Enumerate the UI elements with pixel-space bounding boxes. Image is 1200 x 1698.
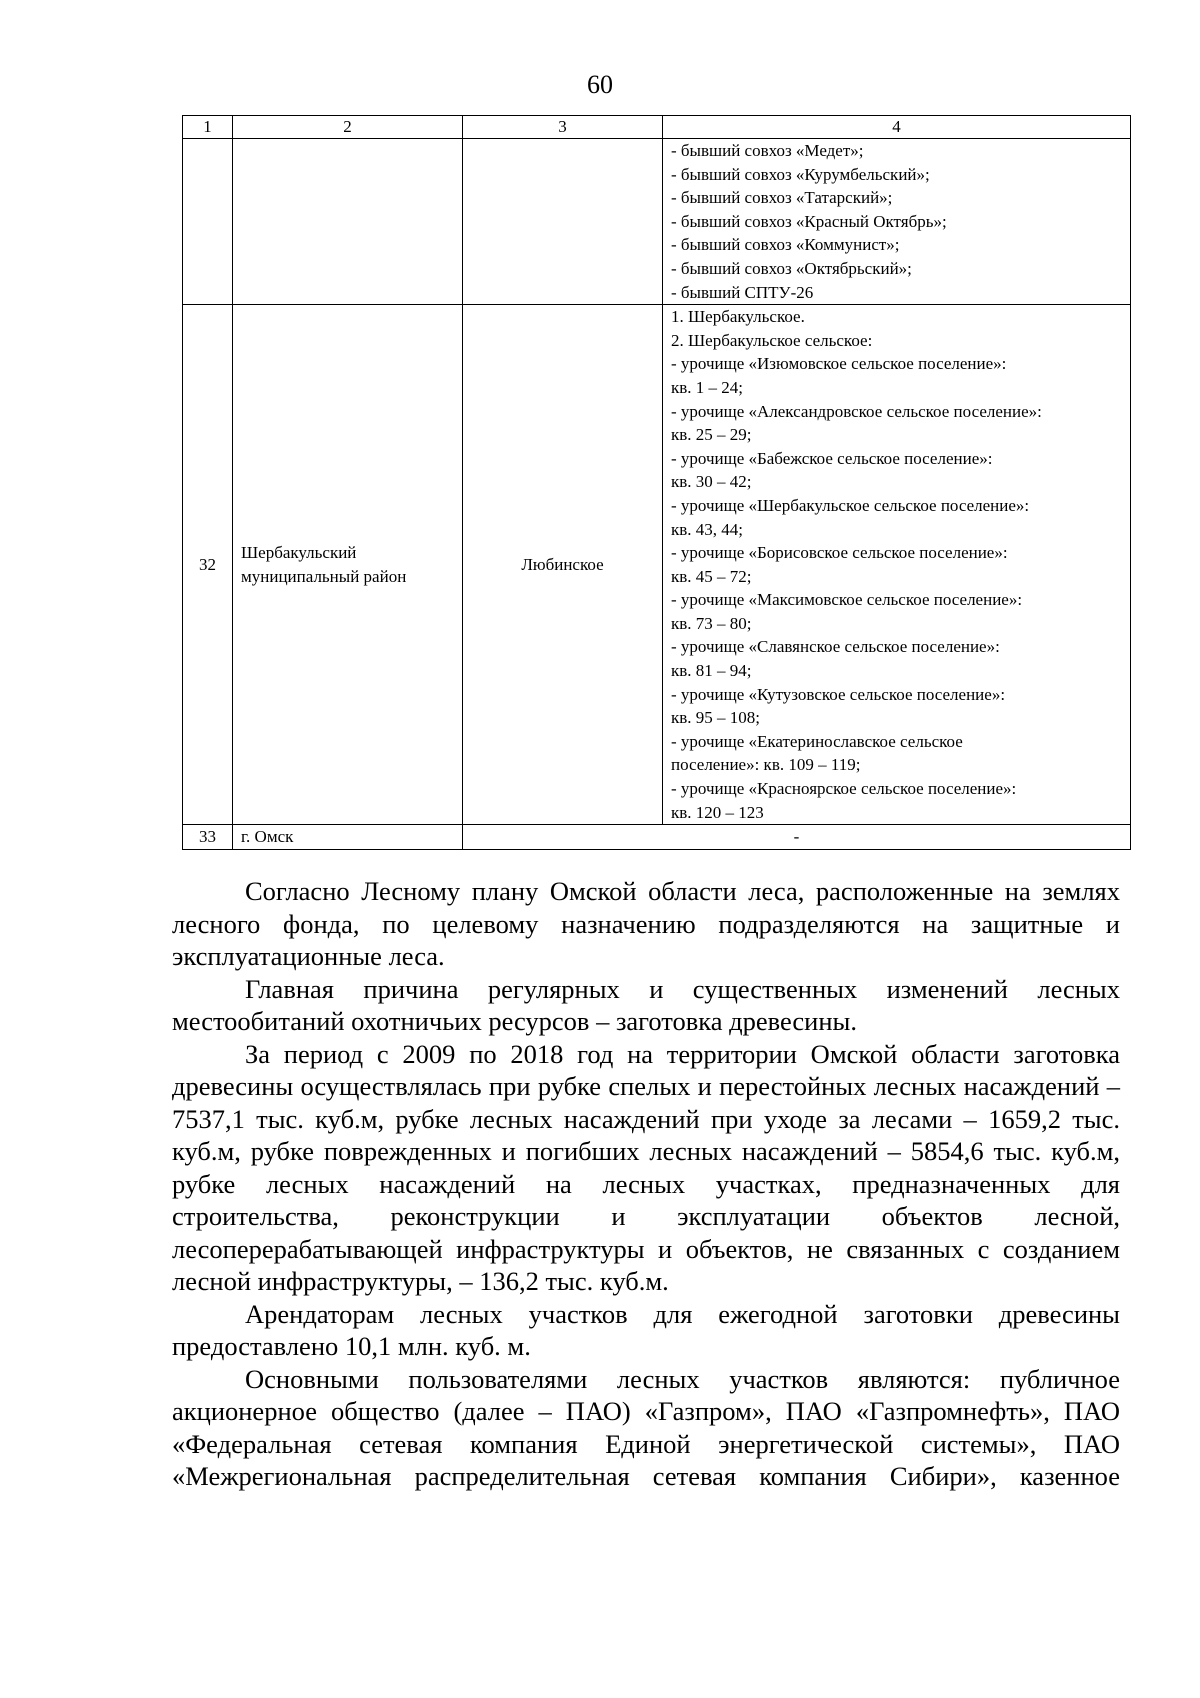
table-header-cell: 3 [463,116,663,139]
empty-merged-cell: - [463,825,1131,850]
area-line: 2. Шербакульское сельское: [671,330,873,350]
paragraph: Арендаторам лесных участков для ежегодной заготовки древесины предоставлено 10,1 млн. куб. м. [172,1298,1120,1361]
area-line: кв. 81 – 94; [671,661,752,681]
area-line: кв. 95 – 108; [671,708,761,728]
area-line: - урочище «Кутузовское сельское поселение»: [671,684,1006,704]
area-line: кв. 30 – 42; [671,472,752,492]
row-number: 32 [183,305,233,825]
area-line: кв. 1 – 24; [671,377,744,397]
forestry-cell: Любинское [463,305,663,825]
area-line: - урочище «Екатеринославское сельское [671,731,963,751]
row-number: 33 [183,825,233,850]
district-cell [233,305,463,825]
area-line: - урочище «Борисовское сельское поселение»: [671,543,1008,563]
area-line: - урочище «Красноярское сельское поселение»: [671,779,1017,799]
area-line: - урочище «Изюмовское сельское поселение»: [671,354,1007,374]
paragraph: За период с 2009 по 2018 год на территории Омской области заготовка древесины осуществлялась при рубке спелых и перестойных лесных насаждений – 7537,1 тыс. куб.м, рубке лесных насаждений при уходе за лесами – 1659,2 тыс. куб.м, рубке поврежденных и погибших лесных насаждений – 5854,6 тыс. куб.м, рубке лесных насаждений на лесных участках, предназначенных для строительства, реконструкции и эксплуатации объектов лесной, лесоперерабатывающей инфраструктуры и объектов, не связанных с созданием лесной инфраструктуры, – 136,2 тыс. куб.м. [172,1038,1120,1296]
area-line: кв. 25 – 29; [671,425,752,445]
body-text [172,875,1120,1493]
paragraph: Основными пользователями лесных участков являются: публичное акционерное общество (далее – ПАО) «Газпром», ПАО «Газпромнефть», ПАО «Федеральная сетевая компания Единой энергетической системы», ПАО «Межрегиональная распределительная сетевая компания Сибири», казенное [172,1363,1120,1491]
area-line: - бывший совхоз «Медет»; [671,141,864,160]
district-cell: г. Омск [233,825,463,850]
district-name-line: Шербакульский [241,543,357,563]
area-line: - урочище «Шербакульское сельское поселение»: [671,495,1030,515]
area-line: - урочище «Славянское сельское поселение»: [671,637,1000,657]
area-line: - урочище «Александровское сельское поселение»: [671,401,1042,421]
area-line: кв. 73 – 80; [671,613,752,633]
area-line: - бывший совхоз «Коммунист»; [671,235,900,255]
district-name-line: муниципальный район [241,566,407,586]
table-row-32 [183,305,1131,825]
area-line: кв. 43, 44; [671,519,744,539]
table-header-cell: 2 [233,116,463,139]
forestry-table [182,115,1131,850]
area-line: 1. Шербакульское. [671,307,805,327]
paragraph: Согласно Лесному плану Омской области леса, расположенные на землях лесного фонда, по целевому назначению подразделяются на защитные и эксплуатационные леса. [172,876,1120,971]
area-line: кв. 45 – 72; [671,566,752,586]
area-line: кв. 120 – 123 [671,802,764,822]
table-cell [233,139,463,305]
area-line: - урочище «Максимовское сельское поселение»: [671,590,1023,610]
area-line: - бывший совхоз «Октябрьский»; [671,258,912,278]
area-line: - бывший совхоз «Татарский»; [671,188,893,208]
table-header-cell: 1 [183,116,233,139]
table-header-cell: 4 [663,116,1131,139]
page-number: 60 [587,70,613,99]
area-line: - бывший совхоз «Красный Октябрь»; [671,211,947,231]
table-row-continuation [183,139,1131,305]
table-cell-areas [663,305,1131,825]
area-line: - урочище «Бабежское сельское поселение»: [671,448,993,468]
paragraph: Главная причина регулярных и существенных изменений лесных местообитаний охотничьих ресурсов – заготовка древесины. [172,973,1120,1036]
area-line: - бывший СПТУ-26 [671,282,814,302]
table-cell [183,139,233,305]
area-line: - бывший совхоз «Курумбельский»; [671,164,930,184]
table-row-33 [183,825,1131,850]
table-header-row [183,116,1131,139]
table-cell-areas [663,139,1131,305]
area-line: поселение»: кв. 109 – 119; [671,755,861,775]
table-cell [463,139,663,305]
